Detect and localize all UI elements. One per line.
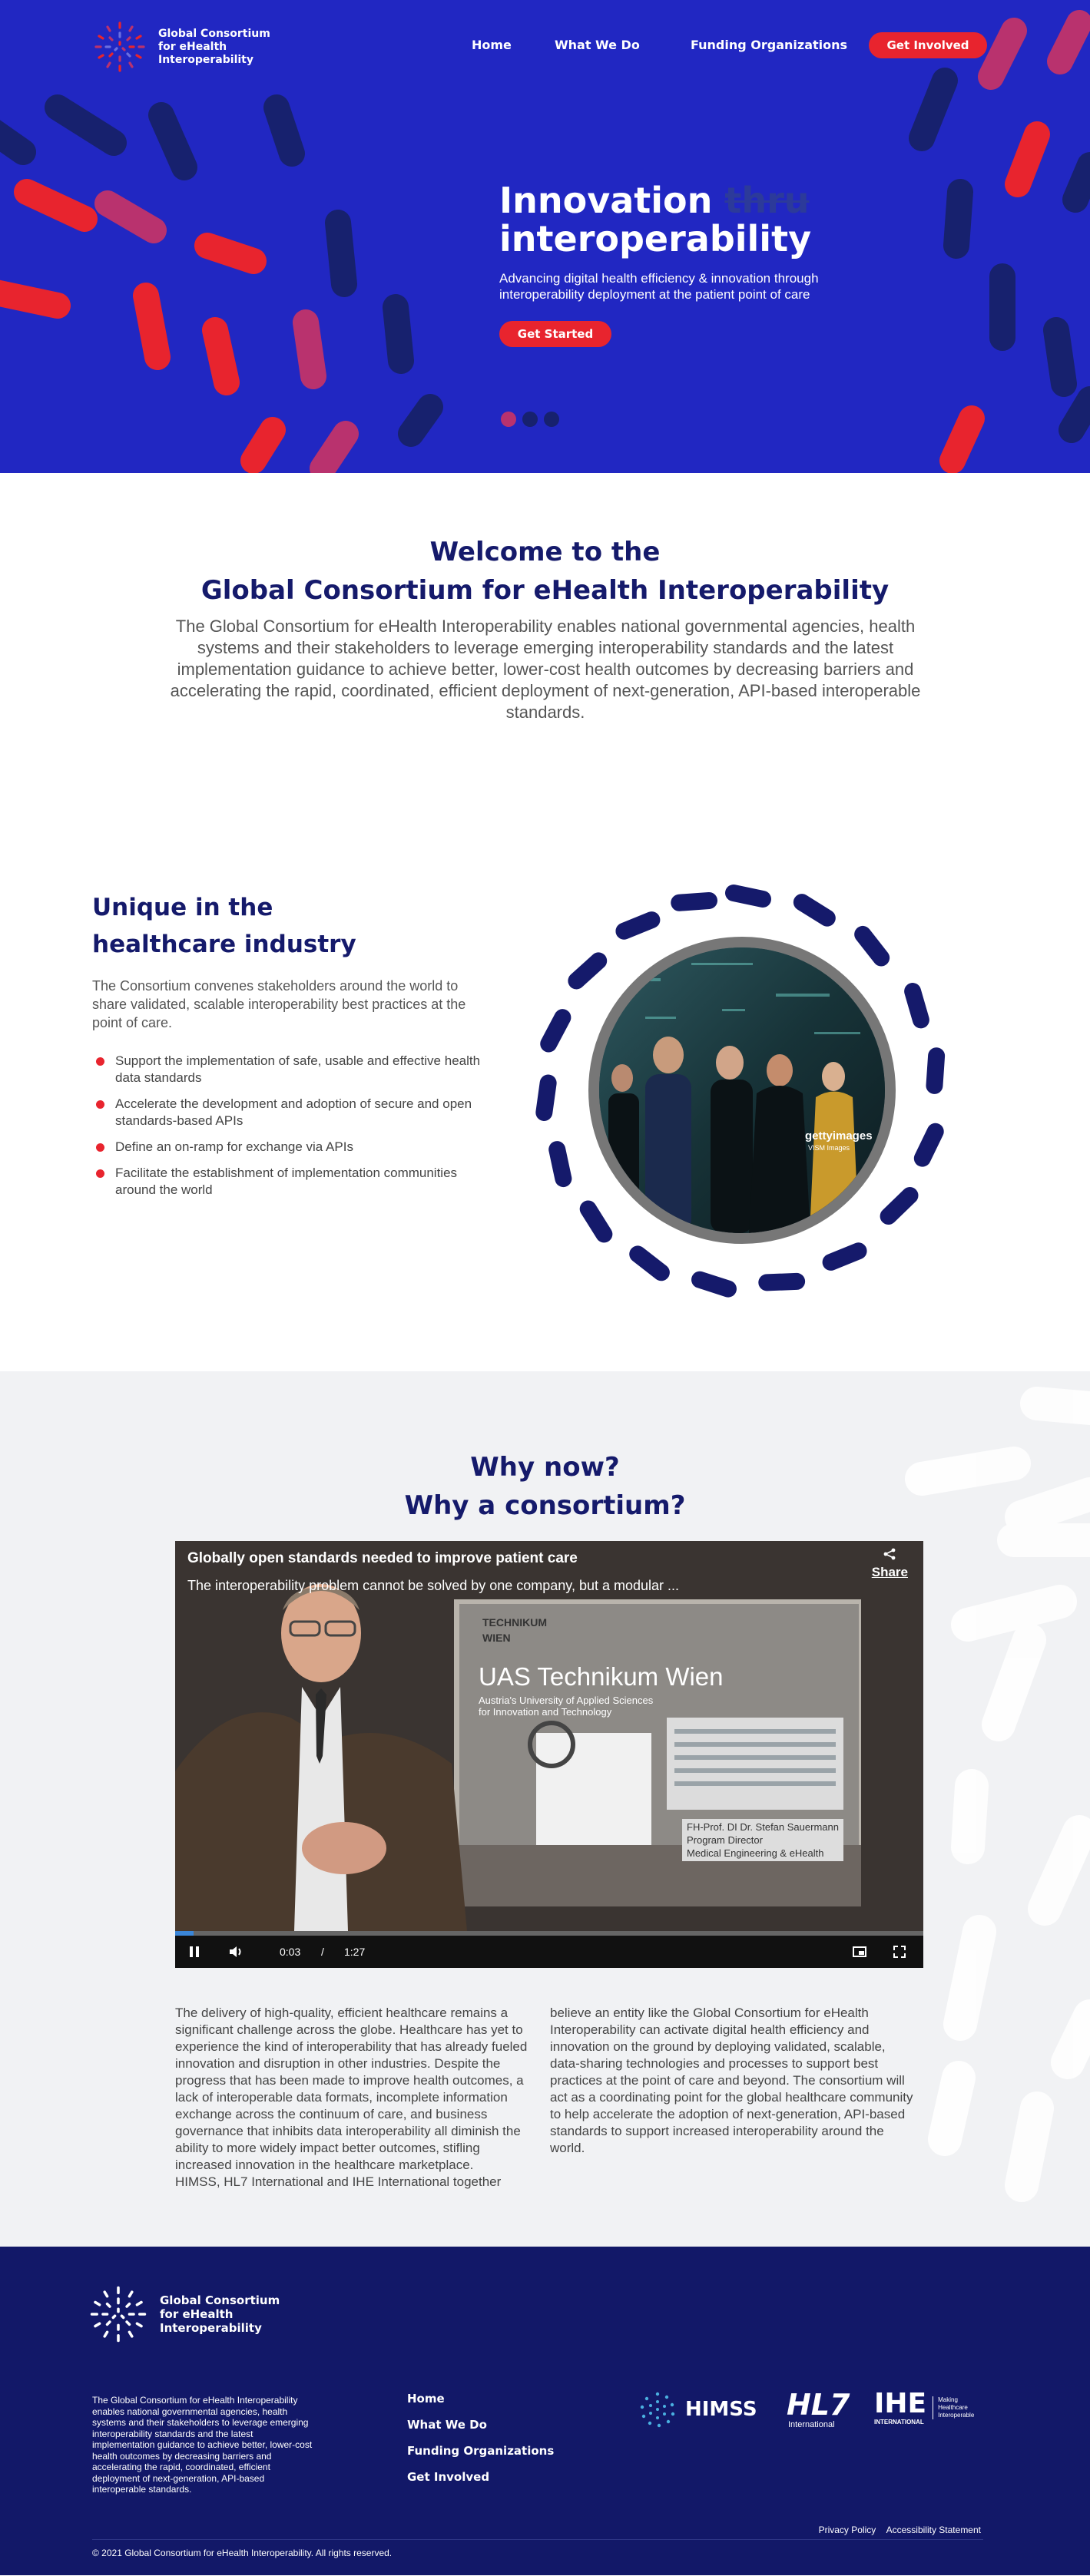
photo-watermark: gettyimages — [805, 1129, 873, 1143]
unique-section — [0, 842, 1090, 1371]
video-screen-logo — [482, 1615, 547, 1645]
hl7-wordmark: HL7 — [787, 2388, 850, 2422]
why-paragraph: The delivery of high-quality, efficient healthcare remains a significant challenge across the globe. Healthcare has yet to experience the kind of interoperability that has already fueled innovation and disruption in other industries. Despite the progress that has been made to improve health outcomes, a lack of interoperable data formats, incomplete information exchange across the continuum of care, and business governance that inhibits data interoperability all diminish the ability to more widely impact better outcomes, stifling increased innovation in the healthcare marketplace. — [175, 2006, 528, 2172]
video-time-separator: / — [321, 1946, 324, 1958]
carousel-dot[interactable] — [544, 412, 559, 427]
welcome-title-line: Welcome to the — [429, 537, 661, 567]
why-title — [0, 1448, 1090, 1525]
why-title-line: Why a consortium? — [404, 1490, 686, 1521]
hero-title-word: interoperability — [499, 218, 812, 260]
hero-title-strike: thru — [724, 180, 810, 221]
footer-legal-links — [819, 2525, 981, 2535]
site-logo[interactable] — [92, 19, 270, 74]
logo-line: Global Consortium — [160, 2293, 280, 2307]
nav-what-we-do[interactable]: What We Do — [555, 38, 640, 52]
logo-line: for eHealth — [160, 2307, 234, 2321]
himss-mark-icon — [638, 2389, 678, 2429]
logo-line: Interoperability — [158, 53, 253, 66]
list-item: Define an on-ramp for exchange via APIs — [92, 1139, 492, 1156]
ihe-tagline-line: Interoperable — [938, 2411, 975, 2419]
unique-title-line: healthcare industry — [92, 931, 356, 958]
footer-logo-text — [160, 2293, 280, 2335]
welcome-body: The Global Consortium for eHealth Interoperability enables national governmental agencies, health systems and their stakeholders to leverage emerging interoperability standards and the latest implementation guidance to achieve better, lower-cost health outcomes by decreasing barriers and accelerating the rapid, coordinated, efficient deployment of next-generation, API-based interoperable standards. — [170, 617, 921, 722]
carousel-dot[interactable] — [501, 412, 516, 427]
unique-title — [92, 889, 438, 963]
hero-title — [499, 181, 811, 258]
share-icon — [883, 1547, 896, 1561]
privacy-policy-link[interactable]: Privacy Policy — [818, 2525, 876, 2535]
logo-mark-icon — [92, 19, 147, 74]
video-frame — [175, 1541, 923, 1931]
video-subtitle: The interoperability problem cannot be solved by one company, but a modular ... — [187, 1578, 680, 1593]
lower-third-line: Medical Engineering & eHealth — [687, 1847, 824, 1859]
consortium-photo — [588, 937, 896, 1244]
hl7-sub: International — [788, 2420, 835, 2429]
welcome-title — [0, 533, 1090, 610]
footer-link-get-involved[interactable]: Get Involved — [407, 2470, 490, 2484]
ihe-tagline-line: Healthcare — [938, 2403, 968, 2411]
list-item: Facilitate the establishment of implementation communities around the world — [92, 1165, 492, 1199]
list-item: Accelerate the development and adoption of secure and open standards-based APIs — [92, 1096, 492, 1129]
video-title[interactable]: Globally open standards needed to improve patient care — [187, 1550, 578, 1566]
fullscreen-icon[interactable] — [891, 1943, 908, 1960]
unique-title-line: Unique in the — [92, 894, 273, 921]
lower-third-line: Program Director — [687, 1834, 763, 1846]
video-lower-third — [682, 1819, 843, 1861]
accessibility-statement-link[interactable]: Accessibility Statement — [886, 2525, 981, 2535]
video-duration: 1:27 — [344, 1946, 366, 1958]
pip-icon[interactable] — [851, 1943, 868, 1960]
carousel-dots — [501, 412, 559, 427]
why-column-right — [550, 2005, 919, 2157]
get-involved-button[interactable]: Get Involved — [869, 32, 987, 58]
welcome-section — [0, 473, 1090, 842]
footer-link-what-we-do[interactable]: What We Do — [407, 2418, 487, 2432]
video-controls — [175, 1936, 923, 1968]
ihe-wordmark: IHE — [874, 2388, 927, 2419]
video-screen-logo-line: TECHNIKUM — [482, 1616, 547, 1629]
video-current-time: 0:03 — [280, 1946, 301, 1958]
photo-illustration — [599, 947, 885, 1233]
hl7-logo[interactable] — [787, 2389, 850, 2429]
top-navigation — [0, 0, 1090, 92]
site-footer — [0, 2247, 1090, 2575]
footer-divider — [92, 2539, 983, 2540]
unique-bullet-list — [92, 1053, 492, 1208]
video-screen-caption — [479, 1695, 653, 1718]
hero-subtitle: Advancing digital health efficiency & innovation through interoperability deployment at the patient point of care — [499, 271, 819, 302]
why-title-line: Why now? — [470, 1452, 620, 1483]
lower-third-line: FH-Prof. DI Dr. Stefan Sauermann — [687, 1821, 839, 1833]
video-screen-logo-line: WIEN — [482, 1632, 511, 1644]
carousel-dot[interactable] — [522, 412, 538, 427]
logo-line: Interoperability — [160, 2321, 262, 2335]
nav-funding-organizations[interactable]: Funding Organizations — [691, 38, 848, 52]
footer-logo[interactable] — [88, 2283, 280, 2345]
welcome-title-line: Global Consortium for eHealth Interoperability — [200, 575, 890, 606]
hero-title-word: Innovation — [499, 180, 713, 221]
get-started-button[interactable]: Get Started — [499, 321, 611, 347]
himss-logo[interactable] — [638, 2389, 757, 2429]
photo-watermark-sub: VISM Images — [808, 1144, 850, 1152]
ihe-sub: INTERNATIONAL — [874, 2419, 924, 2426]
why-section — [0, 1371, 1090, 2247]
logo-text — [158, 28, 270, 67]
footer-link-funding-organizations[interactable]: Funding Organizations — [407, 2444, 555, 2458]
logo-line: for eHealth — [158, 40, 227, 53]
unique-lead: The Consortium convenes stakeholders around the world to share validated, scalable interoperability best practices at the point of care. — [92, 978, 466, 1030]
ihe-logo[interactable] — [874, 2389, 974, 2426]
video-screen-heading: UAS Technikum Wien — [479, 1662, 724, 1691]
copyright: © 2021 Global Consortium for eHealth Interoperability. All rights reserved. — [92, 2548, 393, 2558]
pause-icon[interactable] — [186, 1943, 203, 1960]
video-screen-caption-line: for Innovation and Technology — [479, 1706, 612, 1718]
footer-description: The Global Consortium for eHealth Interoperability enables national governmental agencies, health systems and their stakeholders to leverage emerging interoperability standards and the latest implementation guidance to achieve better, lower-cost health outcomes by decreasing barriers and accelerating the rapid, coordinated, efficient deployment of next-generation, API-based interoperable standards. — [92, 2395, 313, 2495]
video-player[interactable] — [175, 1541, 923, 1968]
hero-section — [0, 0, 1090, 473]
video-screen-caption-line: Austria's University of Applied Sciences — [479, 1695, 654, 1706]
share-button[interactable] — [872, 1547, 908, 1580]
list-item: Support the implementation of safe, usable and effective health data standards — [92, 1053, 492, 1086]
why-paragraph: believe an entity like the Global Consortium for eHealth Interoperability can activate digital health efficiency and innovation on the ground by deploying validated, scalable, data-sharing technologies and processes to support best practices at the point of care and beyond. The consortium will act as a coordinating point for the global healthcare community to help accelerate the adoption of next-generation, API-based standards to support increased interoperability around the world. — [550, 2006, 913, 2155]
share-label: Share — [871, 1565, 908, 1579]
ihe-wordmark-group — [874, 2389, 926, 2426]
volume-icon[interactable] — [227, 1943, 244, 1960]
why-column-left — [175, 2005, 528, 2191]
ihe-tagline-line: Making — [938, 2396, 958, 2403]
why-paragraph: HIMSS, HL7 International and IHE International together — [175, 2174, 502, 2189]
himss-wordmark: HIMSS — [685, 2398, 757, 2421]
footer-link-home[interactable]: Home — [407, 2392, 445, 2406]
logo-mark-icon — [88, 2283, 149, 2345]
ihe-tagline — [933, 2396, 974, 2419]
nav-home[interactable]: Home — [472, 38, 512, 52]
logo-line: Global Consortium — [158, 27, 270, 40]
footer-links — [407, 2391, 554, 2495]
